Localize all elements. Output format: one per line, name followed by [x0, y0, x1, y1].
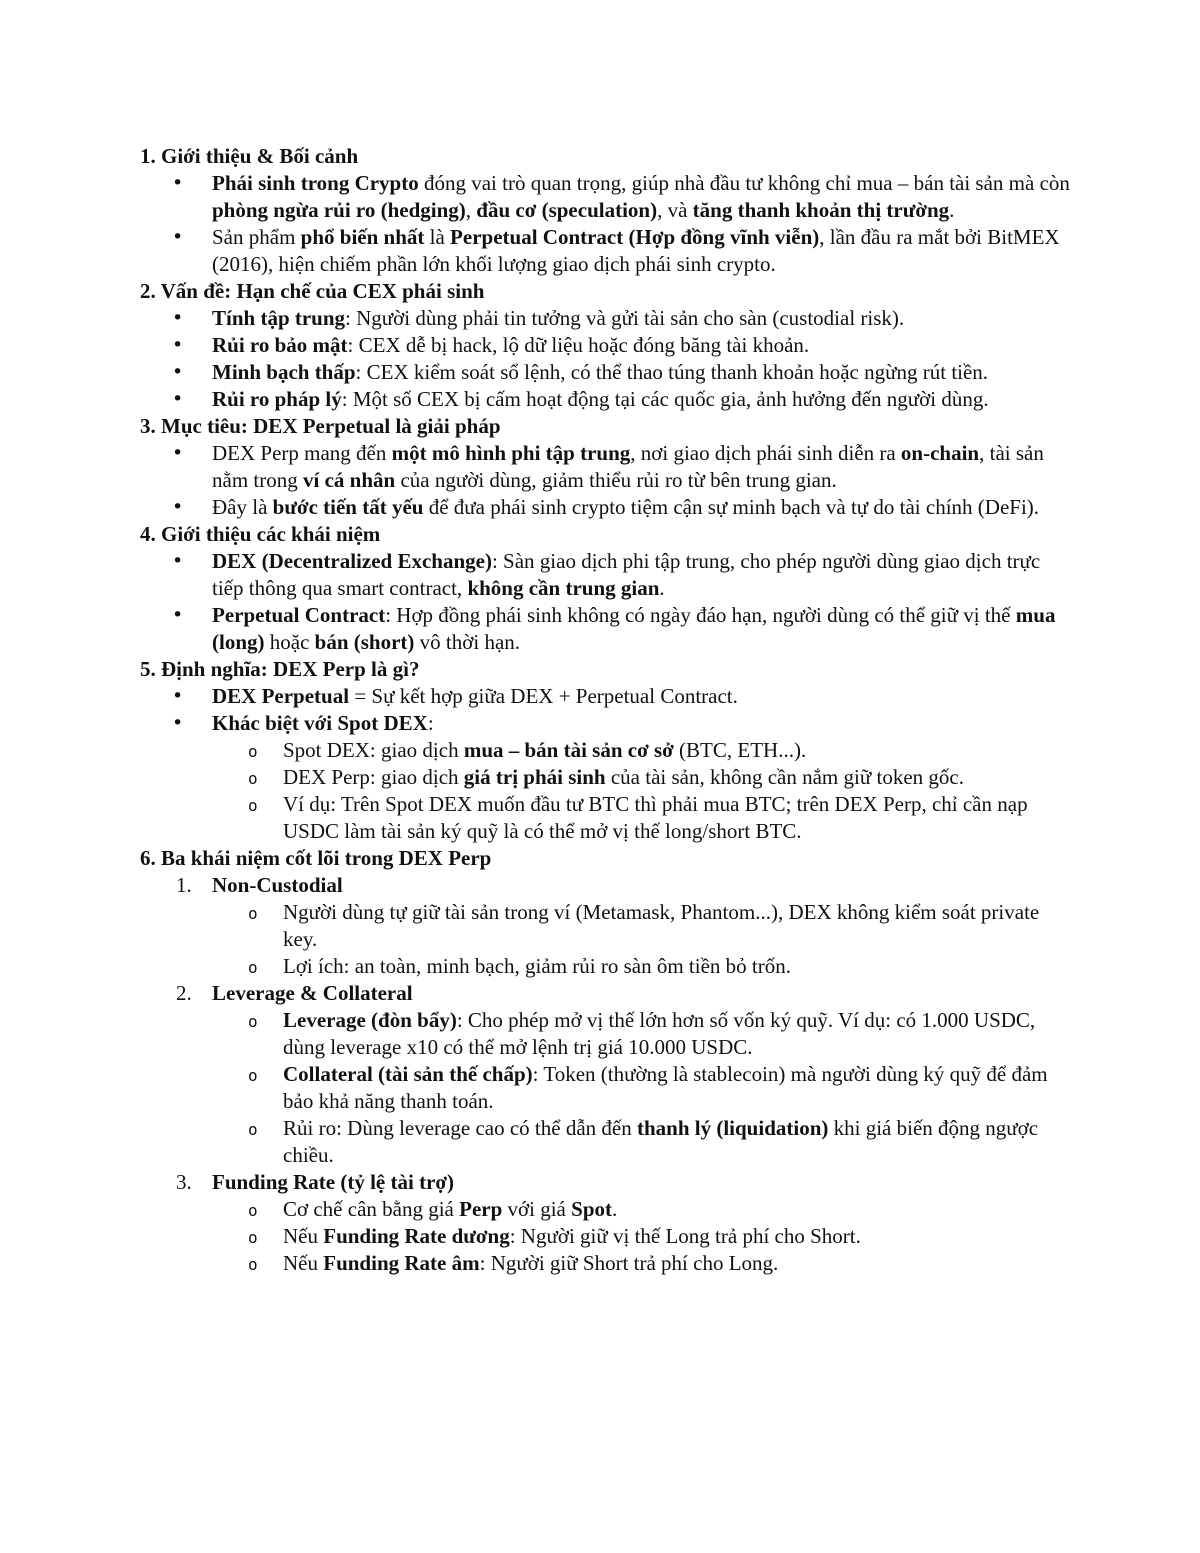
section-heading: 6. Ba khái niệm cốt lõi trong DEX Perp [140, 846, 492, 870]
section-heading: 5. Định nghĩa: DEX Perp là gì? [140, 657, 420, 681]
text-run: , lần đầu ra mắt bởi BitMEX (2016), hiện chiếm phần lớn khối lượng giao dịch phái sinh crypto. [212, 225, 1060, 276]
text-run: Sản phẩm [212, 225, 301, 249]
numbered-item [140, 980, 1070, 1007]
sub-list [140, 1196, 1070, 1277]
text-run: của người dùng, giảm thiểu rủi ro từ bên trung gian. [395, 468, 837, 492]
text-run: với giá [502, 1197, 572, 1221]
section [140, 656, 1070, 845]
bold-text: mua – bán tài sản cơ sở [463, 738, 674, 762]
text-run: : Người giữ Short trả phí cho Long. [479, 1251, 779, 1275]
bold-text: Perpetual Contract [212, 603, 386, 627]
numbered-item-title: Leverage & Collateral [212, 981, 413, 1005]
text-run: Nếu [283, 1224, 324, 1248]
text-run: DEX Perp: giao dịch [283, 765, 464, 789]
text-run: : Token (thường là stablecoin) mà người dùng ký quỹ để đảm bảo khả năng thanh toán. [283, 1062, 1048, 1113]
text-run: khi giá biến động ngược chiều. [283, 1116, 1039, 1167]
text-run: , [465, 198, 477, 222]
text-run: Rủi ro: Dùng leverage cao có thể dẫn đến [283, 1116, 637, 1140]
bold-text: thanh lý (liquidation) [636, 1116, 829, 1140]
bold-text: Phái sinh trong Crypto [212, 171, 419, 195]
bullet-list [140, 305, 1070, 413]
text-run: Ví dụ: Trên Spot DEX muốn đầu tư BTC thì phải mua BTC; trên DEX Perp, chỉ cần nạp USDC làm tài sản ký quỹ là có thể mở vị thế long/short BTC. [283, 792, 1028, 843]
section-heading: 1. Giới thiệu & Bối cảnh [140, 144, 359, 168]
bold-text: Funding Rate âm [323, 1251, 480, 1275]
section [140, 845, 1070, 1277]
bold-text: Rủi ro bảo mật [212, 333, 348, 357]
bold-text: Collateral (tài sản thế chấp) [283, 1062, 533, 1086]
bullet-item [140, 710, 1070, 737]
text-run: . [612, 1197, 618, 1221]
text-run: : CEX dễ bị hack, lộ dữ liệu hoặc đóng băng tài khoản. [347, 333, 810, 357]
bold-text: on-chain [900, 441, 980, 465]
section [140, 413, 1070, 521]
bold-text: Rủi ro pháp lý [212, 387, 342, 411]
text-run: vô thời hạn. [414, 630, 521, 654]
bold-text: DEX (Decentralized Exchange) [212, 549, 492, 573]
numbered-item [140, 1169, 1070, 1196]
sub-list-item [140, 1250, 1070, 1277]
text-run: hoặc [264, 630, 315, 654]
bold-text: không cần trung gian [467, 576, 660, 600]
text-run: Lợi ích: an toàn, minh bạch, giảm rủi ro sàn ôm tiền bỏ trốn. [283, 954, 791, 978]
bullet-list [140, 683, 1070, 845]
text-run: : CEX kiểm soát sổ lệnh, có thể thao túng thanh khoản hoặc ngừng rút tiền. [355, 360, 989, 384]
bold-text: ví cá nhân [302, 468, 396, 492]
bold-text: một mô hình phi tập trung [391, 441, 631, 465]
sub-list-item [140, 1223, 1070, 1250]
bold-text: DEX Perpetual [212, 684, 350, 708]
bold-text: Minh bạch thấp [212, 360, 356, 384]
bold-text: bước tiến tất yếu [272, 495, 424, 519]
text-run: : Hợp đồng phái sinh không có ngày đáo hạn, người dùng có thể giữ vị thế [385, 603, 1016, 627]
text-run: , tài sản nằm trong [212, 441, 1044, 492]
text-run: : [427, 711, 434, 735]
bold-text: Spot [571, 1197, 612, 1221]
bullet-item [140, 386, 1070, 413]
bold-text: bán (short) [314, 630, 415, 654]
text-run: . [949, 198, 955, 222]
document-body [140, 143, 1070, 1277]
text-run: Spot DEX: giao dịch [283, 738, 464, 762]
text-run: Cơ chế cân bằng giá [283, 1197, 460, 1221]
sub-list-item [140, 737, 1070, 764]
text-run: Nếu [283, 1251, 324, 1275]
text-run: : Sàn giao dịch phi tập trung, cho phép người dùng giao dịch trực tiếp thông qua smart contract, [212, 549, 1041, 600]
text-run: : Một số CEX bị cấm hoạt động tại các quốc gia, ảnh hưởng đến người dùng. [341, 387, 989, 411]
text-run: : Người dùng phải tin tưởng và gửi tài sản cho sàn (custodial risk). [345, 306, 905, 330]
section [140, 278, 1070, 413]
sub-list-item [140, 791, 1070, 845]
sub-list-item [140, 764, 1070, 791]
bold-text: phổ biến nhất [300, 225, 425, 249]
bullet-list [140, 440, 1070, 521]
bullet-item [140, 224, 1070, 278]
section-heading: 3. Mục tiêu: DEX Perpetual là giải pháp [140, 414, 501, 438]
text-run: của tài sản, không cần nắm giữ token gốc. [605, 765, 964, 789]
text-run: : Cho phép mở vị thế lớn hơn số vốn ký quỹ. Ví dụ: có 1.000 USDC, dùng leverage x10 có thể mở lệnh trị giá 10.000 USDC. [283, 1008, 1036, 1059]
bullet-item [140, 305, 1070, 332]
text-run: đóng vai trò quan trọng, giúp nhà đầu tư không chỉ mua – bán tài sản mà còn [418, 171, 1070, 195]
bullet-item [140, 440, 1070, 494]
bullet-item [140, 170, 1070, 224]
bold-text: Funding Rate dương [323, 1224, 510, 1248]
text-run: = Sự kết hợp giữa DEX + Perpetual Contract. [349, 684, 738, 708]
sub-list-item [140, 1196, 1070, 1223]
sub-list [140, 737, 1070, 845]
bold-text: đầu cơ (speculation) [476, 198, 658, 222]
item-number: 1. [176, 873, 192, 897]
text-run: Người dùng tự giữ tài sản trong ví (Metamask, Phantom...), DEX không kiểm soát private key. [283, 900, 1040, 951]
text-run: , và [657, 198, 693, 222]
section [140, 521, 1070, 656]
sub-list-item [140, 1061, 1070, 1115]
text-run: . [659, 576, 665, 600]
sub-list-item [140, 1115, 1070, 1169]
text-run: , nơi giao dịch phái sinh diễn ra [630, 441, 901, 465]
bold-text: Perpetual Contract (Hợp đồng vĩnh viễn) [450, 225, 820, 249]
bold-text: Perp [459, 1197, 503, 1221]
sub-list-item [140, 1007, 1070, 1061]
bullet-item [140, 602, 1070, 656]
sub-list [140, 899, 1070, 980]
text-run: để đưa phái sinh crypto tiệm cận sự minh bạch và tự do tài chính (DeFi). [423, 495, 1040, 519]
bold-text: mua (long) [212, 603, 1056, 654]
item-number: 3. [176, 1170, 192, 1194]
item-number: 2. [176, 981, 192, 1005]
section-heading: 4. Giới thiệu các khái niệm [140, 522, 381, 546]
numbered-list [140, 872, 1070, 1277]
numbered-item-title: Non-Custodial [212, 873, 343, 897]
bullet-item [140, 359, 1070, 386]
bold-text: Khác biệt với Spot DEX [212, 711, 428, 735]
bullet-item [140, 683, 1070, 710]
sub-list-item [140, 953, 1070, 980]
numbered-item [140, 872, 1070, 899]
section-heading: 2. Vấn đề: Hạn chế của CEX phái sinh [140, 279, 485, 303]
sub-list-item [140, 899, 1070, 953]
bold-text: giá trị phái sinh [463, 765, 606, 789]
bold-text: Leverage (đòn bẩy) [283, 1008, 457, 1032]
text-run: : Người giữ vị thế Long trả phí cho Short. [509, 1224, 861, 1248]
bold-text: tăng thanh khoản thị trường [692, 198, 950, 222]
bullet-list [140, 548, 1070, 656]
bullet-list [140, 170, 1070, 278]
text-run: Đây là [212, 495, 273, 519]
numbered-item-title: Funding Rate (tỷ lệ tài trợ) [212, 1170, 455, 1194]
bullet-item [140, 548, 1070, 602]
bold-text: Tính tập trung [212, 306, 346, 330]
sub-list [140, 1007, 1070, 1169]
text-run: (BTC, ETH...). [673, 738, 807, 762]
bullet-item [140, 494, 1070, 521]
bullet-item [140, 332, 1070, 359]
bold-text: phòng ngừa rủi ro (hedging) [212, 198, 466, 222]
text-run: là [424, 225, 451, 249]
text-run: DEX Perp mang đến [212, 441, 392, 465]
section [140, 143, 1070, 278]
